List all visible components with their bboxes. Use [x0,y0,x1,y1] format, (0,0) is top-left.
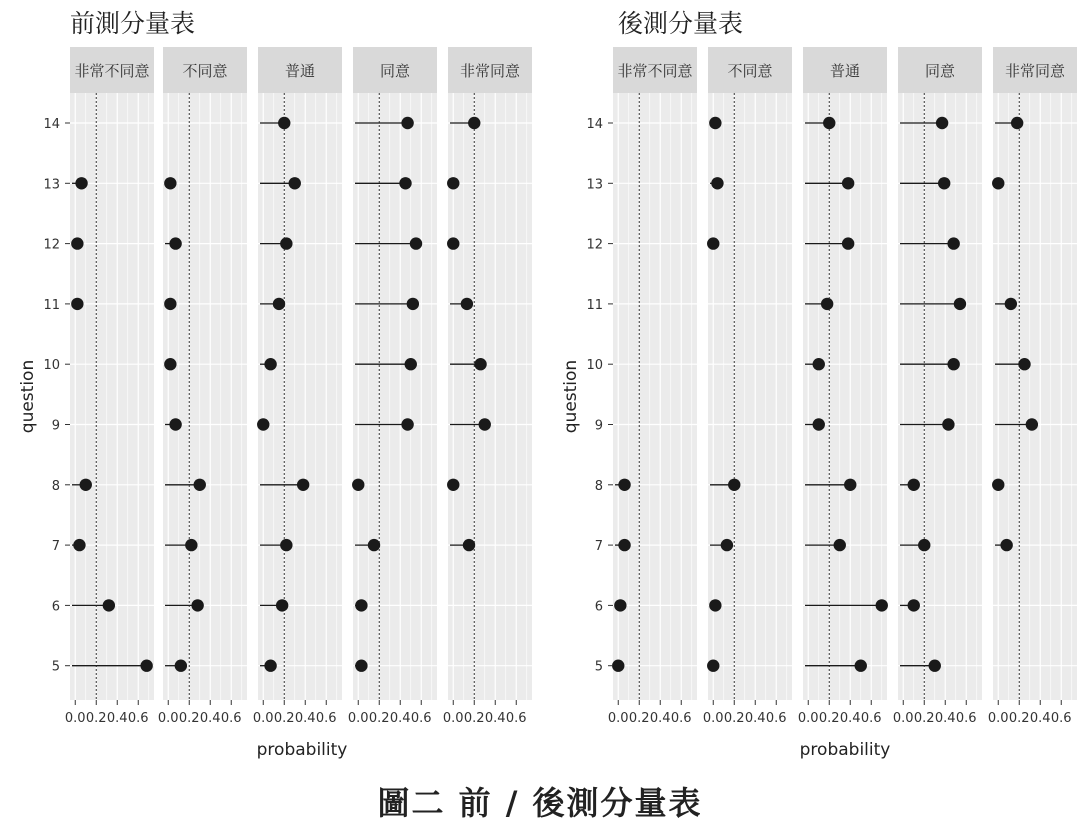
x-tick-label: 0.6 [955,711,977,726]
data-point [399,177,411,189]
x-tick-label: 0.2 [273,711,295,726]
x-tick-label: 0.2 [85,711,107,726]
x-tick-label: 0.6 [220,711,242,726]
data-point [947,237,959,249]
data-point [721,539,733,551]
x-tick-label: 0.4 [294,711,316,726]
data-point [842,177,854,189]
x-tick-label: 0.4 [106,711,128,726]
data-point [468,117,480,129]
data-point [479,418,491,430]
data-point [140,660,152,672]
y-tick-label: 12 [43,237,60,253]
data-point [103,599,115,611]
x-tick-label: 0.4 [1029,711,1051,726]
data-point [707,660,719,672]
x-tick-label: 0.0 [64,711,86,726]
x-tick-label: 0.0 [252,711,274,726]
data-point [273,298,285,310]
data-point [185,539,197,551]
data-point [278,117,290,129]
data-point [1018,358,1030,370]
data-point [289,177,301,189]
y-axis-title: question [18,359,38,434]
x-tick-label: 0.2 [463,711,485,726]
data-point [711,177,723,189]
data-point [938,177,950,189]
data-point [918,539,930,551]
data-point [728,479,740,491]
data-point [821,298,833,310]
data-point [169,418,181,430]
data-point [407,298,419,310]
data-point [410,237,422,249]
data-point [355,599,367,611]
data-point [954,298,966,310]
data-point [80,479,92,491]
data-point [280,539,292,551]
data-point [842,237,854,249]
data-point [164,358,176,370]
y-tick-label: 10 [43,358,60,374]
x-tick-label: 0.2 [368,711,390,726]
data-point [169,237,181,249]
data-point [280,237,292,249]
y-tick-label: 9 [594,418,603,434]
x-tick-label: 0.6 [127,711,149,726]
data-point [834,539,846,551]
y-tick-label: 8 [51,478,60,494]
data-point [929,660,941,672]
facet-label: 同意 [924,62,956,80]
x-tick-label: 0.6 [670,711,692,726]
data-point [908,599,920,611]
data-point [992,479,1004,491]
data-point [71,298,83,310]
chart-title: 前測分量表 [70,9,196,38]
chart-title: 後測分量表 [618,9,744,38]
data-point [463,539,475,551]
y-tick-label: 14 [43,117,60,132]
x-tick-label: 0.4 [484,711,506,726]
y-tick-label: 7 [51,539,60,555]
x-tick-label: 0.4 [744,711,766,726]
data-point [405,358,417,370]
data-point [1000,539,1012,551]
data-point [992,177,1004,189]
chart-1 [18,9,532,760]
x-tick-label: 0.2 [1008,711,1030,726]
x-tick-label: 0.2 [913,711,935,726]
data-point [942,418,954,430]
y-tick-label: 13 [43,177,60,193]
facet-1 [65,47,154,726]
x-tick-label: 0.6 [765,711,787,726]
data-point [947,358,959,370]
facet-label: 非常同意 [459,62,521,80]
facet-3 [253,47,342,726]
y-tick-label: 9 [51,418,60,434]
data-point [401,418,413,430]
data-point [447,177,459,189]
data-point [297,479,309,491]
figure-caption: 圖二 前 / 後測分量表 [377,784,703,822]
facet-label: 普通 [829,62,861,80]
facet-5 [988,47,1077,726]
y-tick-label: 5 [594,659,603,675]
x-tick-label: 0.2 [723,711,745,726]
data-point [614,599,626,611]
data-point [75,177,87,189]
x-tick-label: 0.2 [628,711,650,726]
data-point [823,117,835,129]
data-point [1026,418,1038,430]
y-tick-label: 5 [51,659,60,675]
data-point [368,539,380,551]
data-point [164,177,176,189]
data-point [709,599,721,611]
data-point [707,237,719,249]
facet-panel [613,93,697,700]
facet-label: 不同意 [182,62,228,80]
data-point [618,479,630,491]
data-point [1005,298,1017,310]
facet-panel [448,93,532,700]
x-tick-label: 0.0 [987,711,1009,726]
data-point [355,660,367,672]
facet-1 [608,47,697,726]
x-tick-label: 0.0 [797,711,819,726]
facet-label: 非常不同意 [617,62,693,80]
facet-2 [158,47,247,726]
data-point [1011,117,1023,129]
facet-label: 不同意 [727,62,773,80]
x-tick-label: 0.0 [702,711,724,726]
y-tick-label: 11 [43,297,60,313]
data-point [447,479,459,491]
data-point [175,660,187,672]
data-point [194,479,206,491]
x-tick-label: 0.4 [839,711,861,726]
data-point [191,599,203,611]
x-tick-label: 0.6 [315,711,337,726]
facet-panel [993,93,1077,700]
data-point [908,479,920,491]
data-point [618,539,630,551]
chart-2 [561,9,1077,760]
y-tick-label: 11 [586,297,603,313]
y-tick-label: 8 [594,478,603,494]
data-point [612,660,624,672]
data-point [276,599,288,611]
facet-5 [443,47,532,726]
x-tick-label: 0.4 [649,711,671,726]
facet-3 [798,47,888,726]
data-point [73,539,85,551]
x-tick-label: 0.0 [442,711,464,726]
x-tick-label: 0.6 [410,711,432,726]
x-tick-label: 0.2 [178,711,200,726]
x-tick-label: 0.6 [1050,711,1072,726]
data-point [474,358,486,370]
data-point [855,660,867,672]
data-point [844,479,856,491]
facet-label: 普通 [284,62,316,80]
data-point [257,418,269,430]
x-tick-label: 0.4 [199,711,221,726]
data-point [264,358,276,370]
x-tick-label: 0.0 [347,711,369,726]
y-tick-label: 7 [594,539,603,555]
data-point [164,298,176,310]
y-tick-label: 10 [586,358,603,374]
data-point [461,298,473,310]
facet-label: 非常不同意 [74,62,150,80]
facet-2 [703,47,792,726]
x-axis-title: probability [799,740,891,760]
x-tick-label: 0.6 [860,711,882,726]
facet-4 [348,47,437,726]
x-tick-label: 0.0 [607,711,629,726]
data-point [352,479,364,491]
data-point [813,358,825,370]
x-tick-label: 0.2 [818,711,840,726]
y-tick-label: 6 [51,599,60,615]
facet-4 [893,47,982,726]
x-tick-label: 0.4 [389,711,411,726]
y-tick-label: 14 [586,117,603,132]
facet-label: 同意 [379,62,411,80]
data-point [813,418,825,430]
data-point [709,117,721,129]
facet-label: 非常同意 [1004,62,1066,80]
data-point [876,599,888,611]
data-point [447,237,459,249]
y-tick-label: 13 [586,177,603,193]
data-point [264,660,276,672]
data-point [401,117,413,129]
y-tick-label: 6 [594,599,603,615]
x-tick-label: 0.4 [934,711,956,726]
data-point [936,117,948,129]
x-tick-label: 0.6 [505,711,527,726]
data-point [71,237,83,249]
x-axis-title: probability [256,740,348,760]
x-tick-label: 0.0 [157,711,179,726]
y-axis-title: question [561,359,581,434]
x-tick-label: 0.0 [892,711,914,726]
y-tick-label: 12 [586,237,603,253]
